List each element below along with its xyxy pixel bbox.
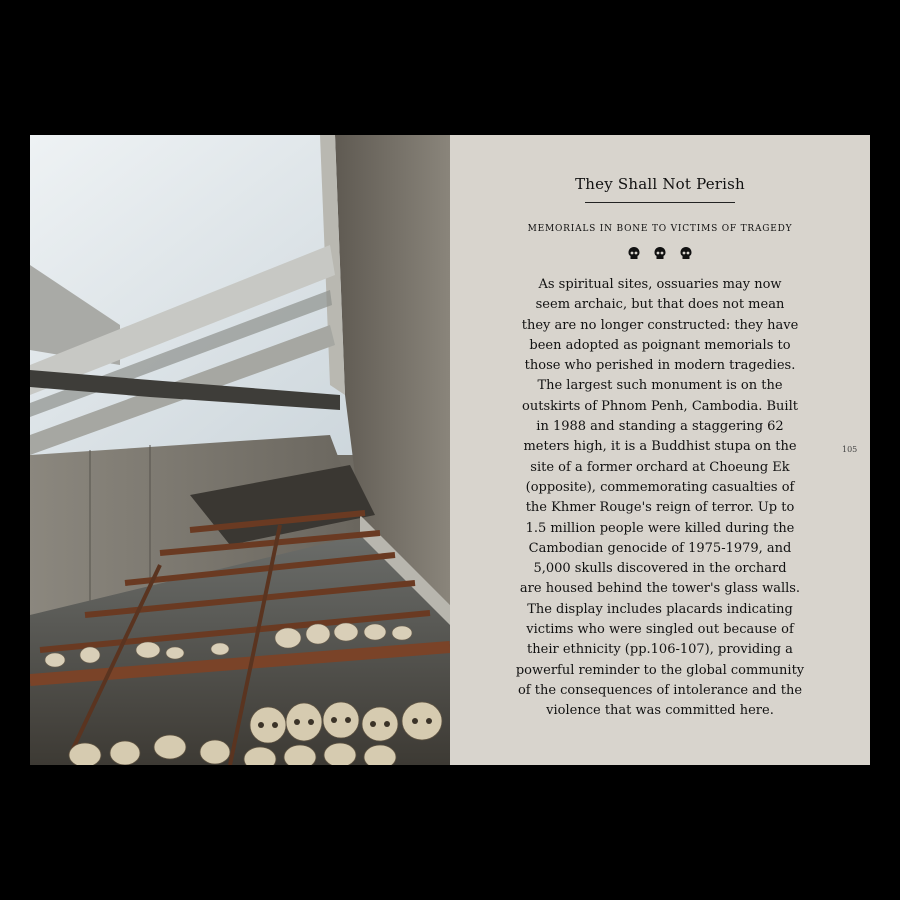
book-spread <box>30 135 870 765</box>
body-line: the Khmer Rouge's reign of terror. Up to <box>525 500 795 516</box>
body-line: The display includes placards indicating <box>527 601 793 617</box>
body-line: victims who were singled out because of <box>526 622 794 638</box>
body-line: Cambodian genocide of 1975-1979, and <box>528 540 792 556</box>
body-line: (opposite), commemorating casualties of <box>525 479 795 495</box>
body-line: their ethnicity (pp.106-107), providing a <box>527 642 793 658</box>
body-line: site of a former orchard at Choeung Ek <box>530 459 790 475</box>
page-subtitle: MEMORIALS IN BONE TO VICTIMS OF TRAGEDY <box>527 224 793 234</box>
body-line: The largest such monument is on the <box>537 378 783 394</box>
body-line: 1.5 million people were killed during the <box>525 520 795 536</box>
body-line: they are no longer constructed: they have <box>521 317 799 333</box>
page-number: 105 <box>842 445 858 454</box>
body-line: 5,000 skulls discovered in the orchard <box>533 561 787 577</box>
body-line: of the consequences of intolerance and the <box>517 682 803 698</box>
body-line: in 1988 and standing a staggering 62 <box>536 419 784 435</box>
body-line: been adopted as poignant memorials to <box>529 337 791 353</box>
skull-ornaments <box>450 247 870 263</box>
stupa-interior-photo <box>30 135 450 765</box>
title-underline <box>585 202 735 203</box>
skull-icon <box>628 247 640 261</box>
body-line: those who perished in modern tragedies. <box>524 358 796 374</box>
body-line: outskirts of Phnom Penh, Cambodia. Built <box>522 398 798 414</box>
body-line: seem archaic, but that does not mean <box>535 297 785 313</box>
skull-icon <box>680 247 692 261</box>
page-title: They Shall Not Perish <box>575 175 745 193</box>
skull-icon <box>654 247 666 261</box>
body-line: powerful reminder to the global community <box>515 662 805 678</box>
body-line: are housed behind the tower's glass walls. <box>519 581 801 597</box>
body-line: As spiritual sites, ossuaries may now <box>538 277 782 292</box>
body-line: meters high, it is a Buddhist stupa on the <box>523 439 797 455</box>
body-text <box>498 275 822 722</box>
text-page <box>450 135 870 765</box>
body-line: violence that was committed here. <box>546 703 774 719</box>
